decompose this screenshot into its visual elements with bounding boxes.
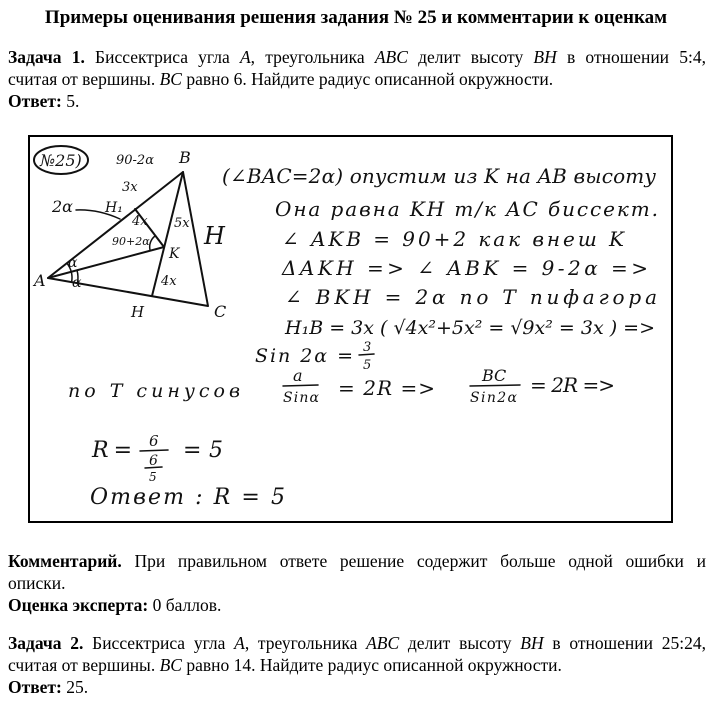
law-frac2-numerator: BC	[482, 366, 507, 385]
vertex-a-label: A	[34, 271, 46, 290]
task1-line-1	[8, 46, 706, 68]
task2-answer	[8, 676, 706, 698]
task1-text: считая от вершины.	[8, 69, 160, 89]
task2-answer-value: 25.	[61, 677, 89, 697]
segment-kh-label: 4x	[161, 274, 177, 289]
task1-label: Задача 1.	[8, 47, 85, 67]
solution-line-6: H₁B = 3x ( √4x²+5x² = √9x² = 3x ) =>	[285, 317, 655, 339]
solution-line-3: ∠ AKB = 90+2 как внеш K	[282, 227, 624, 251]
task1-answer-label: Ответ:	[8, 91, 62, 111]
expert-grade	[8, 594, 706, 616]
angle-arc-k	[150, 236, 155, 250]
bisector-ak	[48, 247, 164, 278]
big-h-label: H	[204, 222, 225, 250]
comment-text: описки.	[8, 573, 66, 593]
task1-text: равно 6. Найдите радиус описанной окружности.	[181, 69, 554, 89]
task1-line-2	[8, 68, 706, 90]
task2-label: Задача 2.	[8, 633, 84, 653]
comment-line-1	[8, 550, 706, 572]
angle-2a-label: 2α	[52, 197, 73, 216]
comment-text: При правильном ответе решение содержит больше одной ошибки и	[121, 551, 706, 571]
sine-lhs: Sin 2α =	[255, 345, 353, 367]
task2-text: равно 14. Найдите радиус описанной окружности.	[181, 655, 562, 675]
task2-text: считая от вершины.	[8, 655, 160, 675]
radius-fraction-bar	[140, 450, 168, 451]
task2-var: A	[234, 633, 245, 653]
task1-var: ABC	[374, 47, 408, 67]
vertex-b-label: B	[179, 148, 191, 167]
radius-inner-fraction-bar	[145, 467, 162, 468]
radius-denominator-denominator: 5	[149, 470, 157, 484]
task1-var: BC	[159, 69, 182, 89]
problem-number: №25)	[40, 151, 82, 170]
law-frac1-numerator: a	[293, 366, 303, 385]
angle-b-label: 90-2α	[116, 153, 154, 168]
half-angle-label-2: α	[72, 275, 82, 291]
expert-grade-label: Оценка эксперта:	[8, 595, 149, 615]
angle-k-label: 90+2α	[112, 235, 150, 248]
task2-text: Биссектриса угла	[83, 633, 235, 653]
task2-text: в отношении 25:24,	[543, 633, 706, 653]
radius-denominator-numerator: 6	[149, 453, 158, 469]
task2-text: делит высоту	[399, 633, 521, 653]
point-k-label: K	[169, 246, 180, 262]
page-title: Примеры оценивания решения задания № 25 и комментарии к оценкам	[44, 7, 668, 28]
task1-var: BH	[533, 47, 557, 67]
solution-line-1: (∠BAC=2α) опустим из K на AB высоту	[222, 164, 656, 188]
law-eq-2: = 2R =>	[530, 373, 615, 397]
solution-line-2: Она равна KH т/к AC биссект.	[275, 197, 658, 221]
comment-line-2	[8, 572, 706, 594]
foot-h-label: H	[131, 303, 145, 321]
sine-fraction-bar	[359, 354, 374, 355]
task2-var: BC	[159, 655, 182, 675]
task2-var: BH	[520, 633, 544, 653]
task2-line-1	[8, 632, 706, 654]
solution-answer: Ответ : R = 5	[90, 485, 285, 510]
solution-line-5: ∠ BKH = 2α по T пифагора	[285, 285, 657, 309]
law-frac1-denominator: Sinα	[283, 390, 319, 406]
solution-line-4: ΔAKH => ∠ ABK = 9-2α =>	[282, 256, 648, 280]
handwritten-solution	[28, 135, 673, 523]
sine-numerator: 3	[363, 340, 372, 355]
task1-var: A	[239, 47, 251, 67]
radius-rhs: = 5	[183, 438, 223, 463]
law-eq-1: = 2R =>	[338, 376, 435, 400]
law-frac2-bar	[470, 385, 520, 386]
law-frac1-bar	[283, 385, 318, 386]
law-frac2-denominator: Sin2α	[470, 390, 517, 406]
task2-line-2	[8, 654, 706, 676]
task2-text: , треугольника	[244, 633, 367, 653]
segment-kh1-label: 4x	[132, 214, 148, 229]
task2-var: ABC	[366, 633, 400, 653]
half-angle-label-1: α	[68, 255, 78, 271]
radius-numerator: 6	[149, 432, 159, 450]
vertex-c-label: C	[214, 302, 227, 321]
segment-3x-label: 3x	[122, 180, 138, 195]
handwritten-solution-box	[28, 135, 673, 523]
expert-grade-value: 0 баллов.	[148, 595, 222, 615]
law-of-sines-lead: по T синусов	[68, 380, 240, 402]
foot-h1-label: H₁	[105, 200, 123, 216]
task1-text: в отношении 5:4,	[556, 47, 706, 67]
task1-text: , треугольника	[250, 47, 375, 67]
task1-text: Биссектриса угла	[84, 47, 240, 67]
task1-answer-value: 5.	[61, 91, 80, 111]
sine-denominator: 5	[363, 358, 372, 373]
task1-answer	[8, 90, 706, 112]
radius-lhs: R =	[92, 438, 132, 463]
task2-answer-label: Ответ:	[8, 677, 62, 697]
comment-label: Комментарий.	[8, 551, 122, 571]
segment-bk-label: 5x	[174, 216, 190, 231]
task1-text: делит высоту	[407, 47, 534, 67]
